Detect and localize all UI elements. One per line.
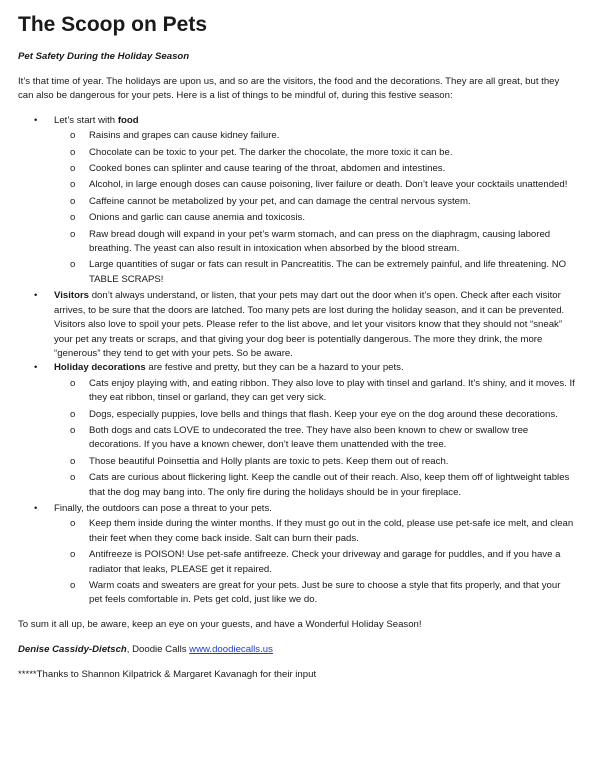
item-lead: Finally, the outdoors can pose a threat to your pets.: [54, 502, 272, 514]
sub-item-text: Both dogs and cats LOVE to undecorated the tree. They have also been known to chew or swallow tree decorations. If you have a known chewer, don’t leave them unattended with the tree.: [89, 424, 529, 451]
item-lead: Let’s start with: [54, 114, 118, 126]
circle-bullet-icon: o: [70, 212, 76, 224]
sub-list-item: [54, 178, 575, 192]
sub-list-item: [54, 228, 575, 257]
sub-list-item: [54, 211, 575, 225]
sub-item-text: Caffeine cannot be metabolized by your pet, and can damage the central nervous system.: [89, 195, 471, 207]
website-link[interactable]: www.doodiecalls.us: [189, 644, 273, 656]
sub-item-text: Raw bread dough will expand in your pet’s warm stomach, and can press on the diaphragm, causing labored breathing. The yeast can also result in intoxication when absorbed by the blood stream.: [89, 228, 551, 255]
sub-list-item: [54, 195, 575, 209]
sub-item-text: Alcohol, in large enough doses can cause poisoning, liver failure or death. Don’t leave your cocktails unattended!: [89, 179, 568, 191]
sub-item-text: Cats are curious about flickering light. Keep the candle out of their reach. Also, keep them off of lightweight tables that the dog may bang into. The only fire during the holidays should be in your fireplace.: [89, 472, 570, 498]
circle-bullet-icon: o: [70, 179, 76, 191]
sub-item-text: Onions and garlic can cause anemia and toxicosis.: [89, 212, 305, 224]
circle-bullet-icon: o: [70, 377, 76, 389]
sub-list-item: [54, 471, 575, 500]
item-text: are festive and pretty, but they can be a hazard to your pets.: [145, 362, 404, 374]
sub-item-text: Warm coats and sweaters are great for your pets. Just be sure to choose a style that fits properly, and that your pet feels comfortable in. Pets get cold, just like we do.: [89, 580, 561, 606]
tips-list: [18, 114, 575, 608]
sub-list-item: [54, 548, 575, 577]
bullet-icon: •: [34, 502, 38, 514]
list-item-visitors: [18, 289, 575, 361]
sub-list-item: [54, 162, 575, 176]
sub-item-text: Cooked bones can splinter and cause tearing of the throat, abdomen and intestines.: [89, 163, 446, 175]
list-item-decorations: [18, 361, 575, 500]
sub-item-text: Keep them inside during the winter months. If they must go out in the cold, please use pet-safe ice melt, and clean their feet when they come back inside. Salt can burn their pads.: [89, 518, 574, 544]
item-bold: Visitors: [54, 290, 90, 302]
circle-bullet-icon: o: [70, 228, 76, 240]
sub-list-item: [54, 377, 575, 406]
sub-item-text: Chocolate can be toxic to your pet. The darker the chocolate, the more toxic it can be.: [89, 146, 453, 158]
thanks-note: *****Thanks to Shannon Kilpatrick & Margaret Kavanagh for their input: [18, 668, 317, 680]
page-title: The Scoop on Pets: [18, 13, 208, 36]
sub-list-item: [54, 258, 575, 287]
outdoors-sublist: [54, 517, 575, 607]
bullet-icon: •: [34, 114, 38, 126]
circle-bullet-icon: o: [70, 549, 76, 561]
sub-list-item: [54, 146, 575, 160]
item-bold: food: [117, 114, 139, 126]
sub-list-item: [54, 424, 575, 453]
intro-paragraph: It’s that time of year. The holidays are upon us, and so are the visitors, the food and the decorations. They are all great, but they can also be dangerous for your pets. Here is a list of things to be mindful of, during this festive season:: [18, 76, 560, 102]
circle-bullet-icon: o: [70, 424, 76, 436]
circle-bullet-icon: o: [70, 408, 76, 420]
bullet-icon: •: [34, 290, 38, 302]
sub-list-item: [54, 579, 575, 608]
signature-separator: , Doodie Calls: [126, 644, 190, 656]
circle-bullet-icon: o: [70, 472, 76, 484]
signature-line: [18, 643, 575, 657]
item-bold: Holiday decorations: [54, 362, 146, 374]
item-text: don’t always understand, or listen, that your pets may dart out the door when it’s open. Check after each visitor arrives, to be sure that the doors are latched. Too many pets are lost during the holiday season, and it can be prevented. Visitors also love to spoil your pets. Please refer to the list above, and let your visitors know that they should not “sneak” your pet any treats or scraps, and that giving your dog beer is potentially dangerous. The more they drink, the more “generous” they tend to get with your pets. So be aware.: [54, 290, 565, 359]
decorations-sublist: [54, 377, 575, 500]
author-name: Denise Cassidy-Dietsch: [18, 644, 127, 656]
sub-list-item: [54, 129, 575, 143]
circle-bullet-icon: o: [70, 163, 76, 175]
list-item-outdoors: [18, 502, 575, 608]
sub-list-item: [54, 517, 575, 546]
circle-bullet-icon: o: [70, 259, 76, 271]
circle-bullet-icon: o: [70, 146, 76, 158]
circle-bullet-icon: o: [70, 580, 76, 591]
bullet-icon: •: [34, 362, 38, 374]
sub-item-text: Antifreeze is POISON! Use pet-safe antifreeze. Check your driveway and garage for puddles, and if you have a radiator that leaks, PLEASE get it repaired.: [89, 549, 561, 575]
sub-item-text: Cats enjoy playing with, and eating ribbon. They also love to play with tinsel and garland. It’s shiny, and it moves. If they eat ribbon, tinsel or garland, they can get very sick.: [89, 377, 575, 404]
sub-item-text: Those beautiful Poinsettia and Holly plants are toxic to pets. Keep them out of reach.: [89, 455, 449, 467]
food-sublist: [54, 129, 575, 287]
sub-item-text: Large quantities of sugar or fats can result in Pancreatitis. The can be extremely painful, and life threatening. NO TABLE SCRAPS!: [89, 259, 567, 285]
closing-paragraph: To sum it all up, be aware, keep an eye on your guests, and have a Wonderful Holiday Season!: [18, 618, 422, 630]
circle-bullet-icon: o: [70, 195, 76, 207]
circle-bullet-icon: o: [70, 455, 76, 467]
sub-list-item: [54, 455, 575, 469]
list-item-food: [18, 114, 575, 287]
article-subtitle: Pet Safety During the Holiday Season: [18, 51, 190, 62]
sub-item-text: Raisins and grapes can cause kidney failure.: [89, 130, 280, 142]
circle-bullet-icon: o: [70, 518, 76, 530]
sub-item-text: Dogs, especially puppies, love bells and things that flash. Keep your eye on the dog around these decorations.: [89, 408, 558, 420]
circle-bullet-icon: o: [70, 130, 76, 142]
sub-list-item: [54, 408, 575, 422]
